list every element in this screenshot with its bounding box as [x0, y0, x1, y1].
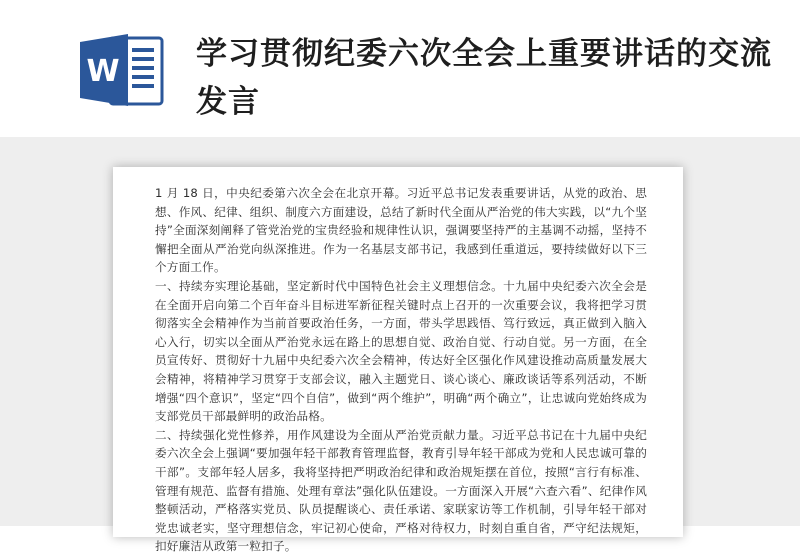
page-title: 学习贯彻纪委六次全会上重要讲话的交流发言: [196, 36, 772, 120]
paragraph-section-1: 一、持续夯实理论基础，坚定新时代中国特色社会主义理想信念。十九届中央纪委六次全会是在全面开启向第二个百年奋斗目标进军新征程关键时点上召开的一次重要会议，我将把学习贯彻落实全会精神作为当前首要政治任务，一方面，带头学思践悟、笃行致远，真正做到入脑入心入行，切实以全面从严治党永远在路上的思想自觉、政治自觉、行动自觉。另一方面，在全员宣传好、贯彻好十九届中央纪委六次全会精神，传达好全区强化作风建设推动高质量发展大会精神，将精神学习贯穿于支部会议，融入主题党日、谈心谈心、廉政谈话等系列活动，不断增强“四个意识”，坚定“四个自信”，做到“两个维护”，明确“两个确立”，让忠诚向党始终成为支部党员干部最鲜明的政治品格。: [155, 278, 647, 424]
document-page: [113, 167, 683, 554]
word-doc-line: [132, 75, 154, 79]
word-doc-line: [132, 66, 154, 70]
document-body: [155, 184, 647, 556]
paragraph-intro: 1 月 18 日，中央纪委第六次全会在北京开幕。习近平总书记发表重要讲话，从党的政治、思想、作风、纪律、组织、制度六方面建设，总结了新时代全面从严治党的伟大实践，以“九个坚持”全面深刻阐释了管党治党的宝贵经验和规律性认识，强调要坚持严的主基调不动摇，坚持不懈把全面从严治党向纵深推进。作为一名基层支部书记，我感到任重道远，要持续做好以下三个方面工作。: [155, 186, 647, 275]
word-doc-line: [132, 57, 154, 61]
word-doc-line: [132, 84, 154, 88]
word-letter: W: [86, 54, 120, 89]
word-app-icon: [80, 32, 164, 108]
paragraph-section-2: 二、持续强化党性修养，用作风建设为全面从严治党贡献力量。习近平总书记在十九届中央纪委六次全会上强调“要加强年轻干部教育管理监督，教育引导年轻干部成为党和人民忠诚可靠的干部”。支部年轻人居多，我将坚持把严明政治纪律和政治规矩摆在首位，按照“言行有标准、管理有规范、监督有措施、处理有章法”强化队伍建设。一方面深入开展“六查六看”、纪律作风整顿活动，严格落实党员、队员提醒谈心、责任承诺、家联家访等工作机制，引导年轻干部对党忠诚老实，坚守理想信念，牢记初心使命，严格对待权力，时刻自重自省，严守纪法规矩，扣好廉洁从政第一粒扣子。: [155, 427, 647, 554]
word-doc-line: [132, 48, 154, 52]
